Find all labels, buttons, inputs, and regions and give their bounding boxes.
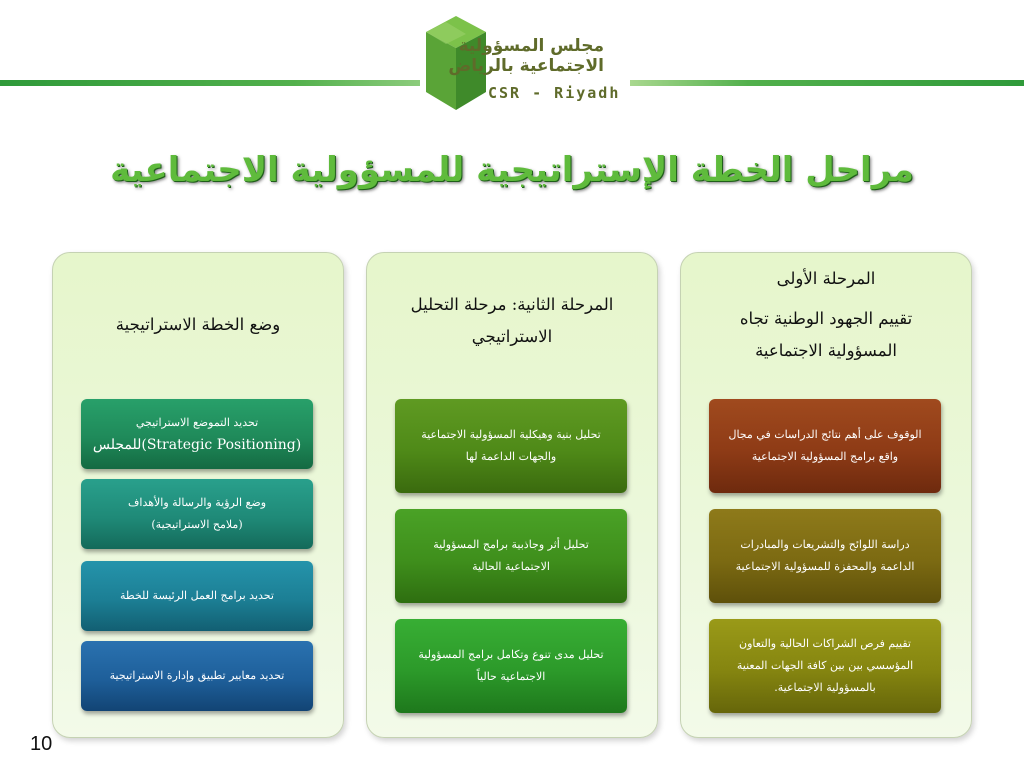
phase-1-step-1-button[interactable]	[709, 399, 941, 493]
phase-3-step-3-line1: تحديد برامج العمل الرئيسة للخطة	[120, 589, 274, 602]
phase-1-step-1-line1: الوقوف على أهم نتائج الدراسات في مجال	[728, 428, 922, 441]
panel-phase-1-heading-line1: المرحلة الأولى	[776, 269, 876, 288]
page-number: 10	[30, 733, 53, 755]
phase-2-step-1-button[interactable]	[395, 399, 627, 493]
panel-phase-2-heading-line2: الاستراتيجي	[471, 327, 553, 346]
phase-3-step-4-line1: تحديد معايير تطبيق وإدارة الاستراتيجية	[109, 669, 285, 682]
phase-1-step-2-button[interactable]	[709, 509, 941, 603]
page-title: مراحل الخطة الإستراتيجية للمسؤولية الاجتماعية	[110, 150, 914, 190]
phase-3-step-1-line2: (Strategic Positioning)للمجلس	[92, 437, 302, 453]
phase-3-step-2-line2: (ملامح الاستراتيجية)	[151, 518, 243, 531]
panel-phase-2-heading	[377, 289, 647, 353]
phase-3-step-4-button[interactable]	[81, 641, 313, 711]
phase-2-step-2-button[interactable]	[395, 509, 627, 603]
phase-1-step-2-line1: دراسة اللوائح والتشريعات والمبادرات	[740, 538, 910, 551]
panel-phase-1	[680, 252, 972, 738]
phase-2-step-1-line1: تحليل بنية وهيكلية المسؤولية الاجتماعية	[421, 428, 601, 441]
phase-2-step-2-line1: تحليل أثر وجاذبية برامج المسؤولية	[433, 538, 589, 551]
phase-2-step-1-line2: والجهات الداعمة لها	[465, 450, 557, 463]
phase-1-step-3-line1: تقييم فرص الشراكات الحالية والتعاون	[738, 637, 911, 650]
phase-2-step-3-line2: الاجتماعية حالياً	[476, 670, 546, 683]
phase-1-step-3-button[interactable]	[709, 619, 941, 713]
logo-text-english: CSR - Riyadh	[488, 84, 621, 102]
phase-2-step-2-line2: الاجتماعية الحالية	[472, 560, 550, 573]
phase-3-step-3-button[interactable]	[81, 561, 313, 631]
logo-text-arabic-line2: الاجتماعية بالرياض	[448, 56, 604, 76]
phase-2-step-3-line1: تحليل مدى تنوع وتكامل برامج المسؤولية	[418, 648, 604, 661]
panel-phase-3	[52, 252, 344, 738]
logo	[420, 14, 630, 114]
panel-phase-3-heading-line1: وضع الخطة الاستراتيجية	[115, 315, 281, 334]
phase-1-step-3-line2: المؤسسي بين بين كافة الجهات المعنية	[736, 659, 914, 672]
phase-3-step-2-button[interactable]	[81, 479, 313, 549]
phase-1-step-2-line2: الداعمة والمحفزة للمسؤولية الاجتماعية	[735, 560, 915, 573]
header-line-left	[0, 80, 420, 86]
header-line-right	[630, 80, 1024, 86]
phase-3-step-2-line1: وضع الرؤية والرسالة والأهداف	[127, 496, 267, 509]
panel-phase-1-heading	[691, 263, 961, 367]
phase-2-step-3-button[interactable]	[395, 619, 627, 713]
phase-1-step-1-line2: واقع برامج المسؤولية الاجتماعية	[751, 450, 899, 463]
phase-1-step-3-line3: بالمسؤولية الاجتماعية.	[774, 681, 876, 694]
panel-phase-3-heading	[63, 309, 333, 341]
panel-phase-1-heading-line2: تقييم الجهود الوطنية تجاه	[739, 309, 913, 328]
panel-phase-2	[366, 252, 658, 738]
phase-3-step-1-button[interactable]	[81, 399, 313, 469]
logo-text-arabic-line1: مجلس المسؤولية	[458, 36, 604, 56]
phase-3-step-1-line1: تحديد التموضع الاستراتيجي	[135, 416, 259, 429]
panel-phase-2-heading-line1: المرحلة الثانية: مرحلة التحليل	[410, 295, 614, 314]
panel-phase-1-heading-line3: المسؤولية الاجتماعية	[755, 341, 897, 360]
